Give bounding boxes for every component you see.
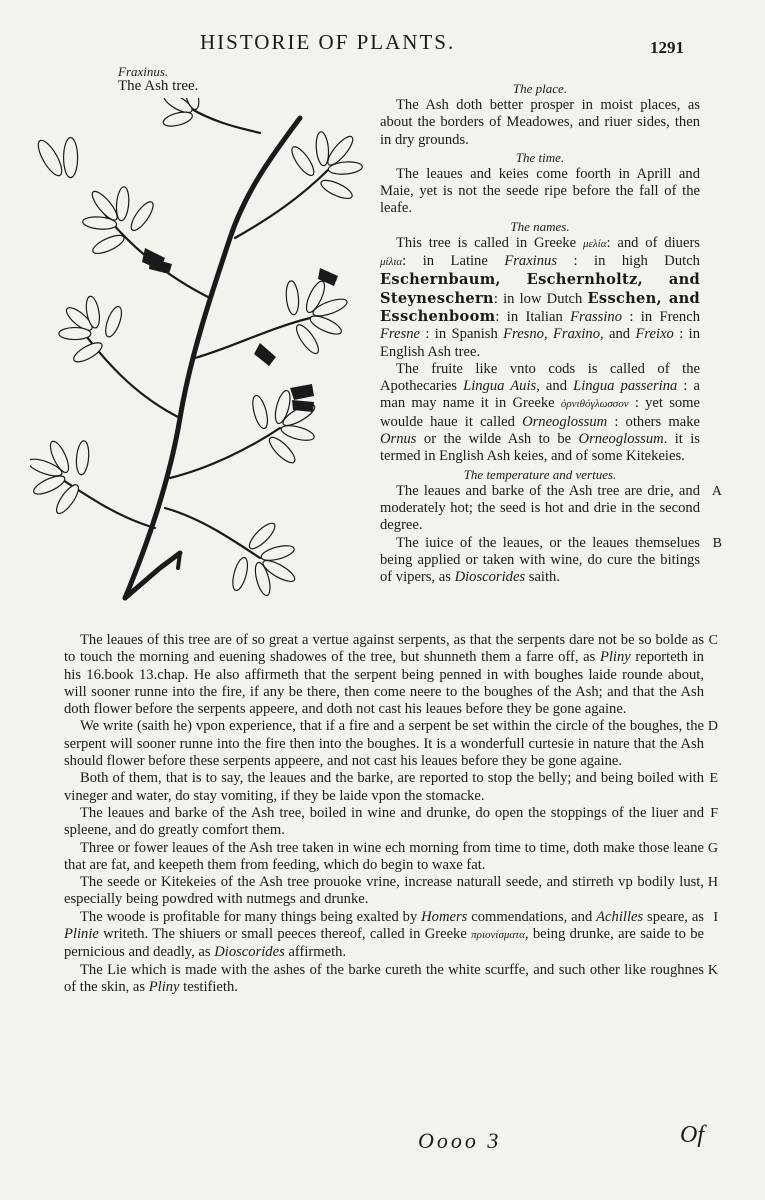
paragraph-virtue-K: The Lie which is made with the ashes of the barke cureth the white scurffe, and such other like roughnes of the skin, as Pliny testifieth. K [64, 961, 718, 995]
paragraph-names-1: This tree is called in Greeke μελία: and of diuers μίλια: in Latine Fraxinus : in high Dutch Eschernbaum, Eschernholtz, and Steyneschern: in low Dutch Esschen, and Esschenboom: in Italian Frassino : in French Fresne : in Spanish Fresno, Fraxino, and Freixo : in English Ash tree. [380, 234, 701, 360]
paragraph-virtue-H: The seede or Kitekeies of the Ash tree prouoke vrine, increase naturall seede, and stirreth vp bodily lust, especially being powdred with nutmegs and drunke. H [64, 874, 718, 908]
margin-letter-K: K [707, 962, 718, 978]
heading-the-place: The place. [512, 81, 568, 96]
margin-letter-F: F [710, 805, 718, 821]
paragraph-virtue-A: The leaues and barke of the Ash tree are drie, and moderately hot; the seed is hot and drie in the second degree. A [380, 482, 722, 534]
catchword: Of [680, 1122, 704, 1148]
page-number: 1291 [650, 38, 684, 57]
margin-letter-H: H [707, 875, 718, 891]
figure-latin-caption: Fraxinus. [118, 64, 169, 79]
paragraph-virtue-C: The leaues of this tree are of so great a vertue against serpents, as that the serpents dare not be so bolde as to touch the morning and euening shadowes of the tree, but shunneth them a farre off, as Pliny reporteth in his 16.book 13.chap. He also affirmeth that the serpent being penned in with boughes laide rounde about, will sooner runne into the fire, if any be there, then come neere to the boughes of the Ash; and that the Ash doth flower before the serpents appeere, and doth not cast his leaues before they be gone againe. C [64, 632, 718, 718]
paragraph-place: The Ash doth better prosper in moist places, as about the borders of Meadowes, and riuer sides, then in dry grounds. [380, 97, 700, 148]
heading-temperature-and-vertues: The temperature and vertues. [463, 466, 617, 482]
margin-letter-D: D [707, 719, 718, 735]
paragraph-virtue-G: Three or fower leaues of the Ash tree taken in wine ech morning from time to time, doth make those leane that are fat, and keepeth them from feeding, which do begin to waxe fat. G [64, 839, 718, 873]
margin-letter-G: G [707, 840, 718, 856]
margin-letter-E: E [709, 771, 718, 787]
margin-letter-C: C [708, 633, 718, 648]
paragraph-names-2: The fruite like vnto cods is called of the Apothecaries Lingua Auis, and Lingua passerina : a man may name it in Greeke ὀρνιθόγλωσσον : yet some woulde haue it called Orneoglossum : others make Ornus or the wilde Ash to be Orneoglossum. it is termed in English Ash keies, and of some Kitekeies. [380, 360, 700, 465]
margin-letter-I: I [713, 909, 718, 925]
margin-letter-B: B [712, 535, 722, 551]
signature-mark: Oooo 3 [418, 1128, 502, 1153]
right-column-text [380, 80, 722, 586]
margin-letter-A: A [711, 483, 722, 499]
paragraph-virtue-D: We write (saith he) vpon experience, that if a fire and a serpent be set within the circle of the boughes, the serpent will sooner runne into the fire then into the boughes. It is a wonderfull curtesie in nature that the Ash should flower before these serpents appeere, and not cast his leaues before they be gone againe. D [64, 718, 718, 770]
heading-the-time: The time. [515, 149, 565, 165]
figure-english-caption: The Ash tree. [118, 78, 199, 94]
full-width-text [64, 632, 718, 996]
heading-the-names: The names. [510, 218, 570, 234]
paragraph-time: The leaues and keies come foorth in Aprill and Maie, yet is not the seede ripe before the fall of the leafe. [380, 165, 700, 217]
running-header: HISTORIE OF PLANTS. [200, 30, 456, 54]
paragraph-virtue-I: The woode is profitable for many things being exalted by Homers commendations, and Achilles speare, as Plinie writeth. The shiuers or small peeces thereof, called in Greeke πριονίσματα, being drunke, are saide to be pernicious and deadly, as Dioscorides affirmeth. I [64, 908, 718, 961]
paragraph-virtue-B: The iuice of the leaues, or the leaues themselues being applied or taken with wine, do cure the bitings of vipers, as Dioscorides saith. B [380, 534, 722, 586]
paragraph-virtue-F: The leaues and barke of the Ash tree, boiled in wine and drunke, do open the stoppings of the liuer and spleene, and do greatly comfort them. F [64, 804, 718, 839]
paragraph-virtue-E: Both of them, that is to say, the leaues and the barke, are reported to stop the belly; and being boiled with vineger and water, do stay vomiting, if they be laide vpon the stomacke. E [64, 770, 718, 804]
ash-tree-woodcut-illustration [30, 98, 385, 628]
